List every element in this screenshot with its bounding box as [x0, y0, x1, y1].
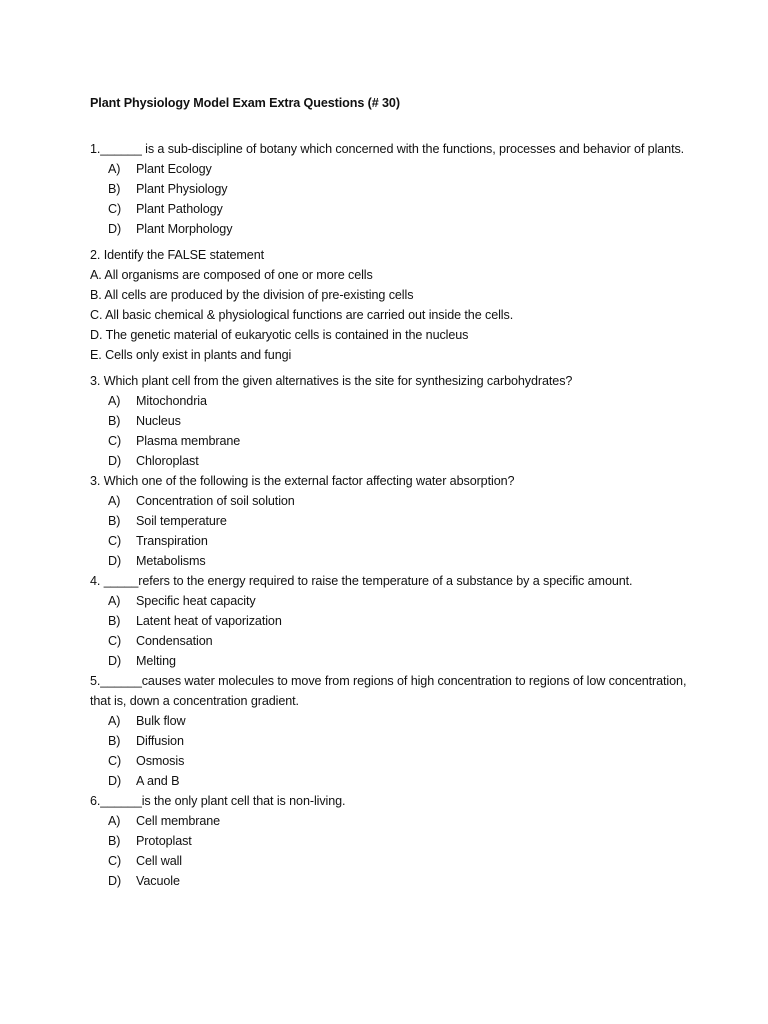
question-2-stem: 2. Identify the FALSE statement: [90, 248, 265, 262]
question-2-statement-e: E. Cells only exist in plants and fungi: [90, 348, 292, 362]
question-6-option-c: [108, 851, 690, 871]
option-letter: D): [108, 874, 122, 888]
option-text: Diffusion: [136, 734, 184, 748]
question-3-option-b: [108, 411, 690, 431]
option-letter: D): [108, 454, 122, 468]
option-letter: A): [108, 814, 121, 828]
option-letter: B): [108, 514, 121, 528]
option-letter: B): [108, 614, 121, 628]
option-text: Vacuole: [136, 874, 180, 888]
option-text: Plant Morphology: [136, 222, 233, 236]
question-3: [90, 371, 690, 471]
question-2-statement-c: C. All basic chemical & physiological functions are carried out inside the cells.: [90, 308, 514, 322]
option-text: Plasma membrane: [136, 434, 241, 448]
question-4-option-b: [108, 611, 690, 631]
option-letter: A): [108, 594, 121, 608]
option-text: Cell wall: [136, 854, 182, 868]
option-letter: C): [108, 202, 122, 216]
question-3-stem: 3. Which plant cell from the given alternatives is the site for synthesizing carbohydrates?: [90, 374, 573, 388]
option-letter: B): [108, 182, 121, 196]
question-1-option-c: [108, 199, 690, 219]
question-4: [90, 571, 690, 671]
option-text: Soil temperature: [136, 514, 227, 528]
question-4-option-a: [108, 591, 690, 611]
option-letter: C): [108, 754, 122, 768]
option-letter: D): [108, 654, 122, 668]
option-letter: A): [108, 494, 121, 508]
question-1-stem: 1.______ is a sub-discipline of botany which concerned with the functions, processes and behavior of plants.: [90, 142, 685, 156]
option-text: Osmosis: [136, 754, 185, 768]
question-2-statement-a: A. All organisms are composed of one or more cells: [90, 268, 373, 282]
option-text: Melting: [136, 654, 176, 668]
question-1-option-d: [108, 219, 690, 239]
document-title: Plant Physiology Model Exam Extra Questions (# 30): [90, 96, 400, 110]
question-1-option-a: [108, 159, 690, 179]
question-6-option-b: [108, 831, 690, 851]
option-text: Protoplast: [136, 834, 192, 848]
question-5-option-a: [108, 711, 690, 731]
option-text: Metabolisms: [136, 554, 206, 568]
option-text: Cell membrane: [136, 814, 221, 828]
question-3b-option-c: [108, 531, 690, 551]
option-text: Nucleus: [136, 414, 181, 428]
question-2-statement-b: B. All cells are produced by the division of pre-existing cells: [90, 288, 414, 302]
option-text: Plant Physiology: [136, 182, 228, 196]
question-5: [90, 671, 690, 791]
option-letter: A): [108, 162, 121, 176]
question-6-stem: 6.______is the only plant cell that is non-living.: [90, 794, 346, 808]
question-1: [90, 139, 690, 239]
option-text: Concentration of soil solution: [136, 494, 295, 508]
option-text: Latent heat of vaporization: [136, 614, 282, 628]
option-text: Mitochondria: [136, 394, 207, 408]
option-text: Transpiration: [136, 534, 208, 548]
question-2: [90, 245, 690, 365]
question-5-stem: 5.______causes water molecules to move from regions of high concentration to regions of low concentration, that is, down a concentration gradient.: [90, 674, 690, 708]
question-3-option-a: [108, 391, 690, 411]
option-letter: C): [108, 854, 122, 868]
option-text: Specific heat capacity: [136, 594, 256, 608]
question-3-option-c: [108, 431, 690, 451]
option-letter: A): [108, 394, 121, 408]
question-5-option-c: [108, 751, 690, 771]
option-text: Bulk flow: [136, 714, 186, 728]
question-3b-option-a: [108, 491, 690, 511]
option-text: A and B: [136, 774, 180, 788]
option-letter: C): [108, 634, 122, 648]
option-text: Chloroplast: [136, 454, 199, 468]
question-4-option-c: [108, 631, 690, 651]
question-4-option-d: [108, 651, 690, 671]
question-3b-stem: 3. Which one of the following is the external factor affecting water absorption?: [90, 474, 515, 488]
option-letter: B): [108, 414, 121, 428]
question-6: [90, 791, 690, 891]
question-5-option-d: [108, 771, 690, 791]
question-3b: [90, 471, 690, 571]
option-text: Plant Ecology: [136, 162, 212, 176]
option-letter: B): [108, 734, 121, 748]
option-letter: D): [108, 222, 122, 236]
exam-document: [90, 94, 690, 891]
option-text: Plant Pathology: [136, 202, 223, 216]
question-3b-option-b: [108, 511, 690, 531]
question-2-statement-d: D. The genetic material of eukaryotic cells is contained in the nucleus: [90, 328, 469, 342]
option-text: Condensation: [136, 634, 213, 648]
question-3b-option-d: [108, 551, 690, 571]
question-6-option-a: [108, 811, 690, 831]
question-5-option-b: [108, 731, 690, 751]
option-letter: B): [108, 834, 121, 848]
question-4-stem: 4. _____refers to the energy required to raise the temperature of a substance by a specific amount.: [90, 574, 633, 588]
option-letter: D): [108, 554, 122, 568]
question-6-option-d: [108, 871, 690, 891]
question-3-option-d: [108, 451, 690, 471]
option-letter: D): [108, 774, 122, 788]
option-letter: A): [108, 714, 121, 728]
option-letter: C): [108, 534, 122, 548]
question-1-option-b: [108, 179, 690, 199]
option-letter: C): [108, 434, 122, 448]
